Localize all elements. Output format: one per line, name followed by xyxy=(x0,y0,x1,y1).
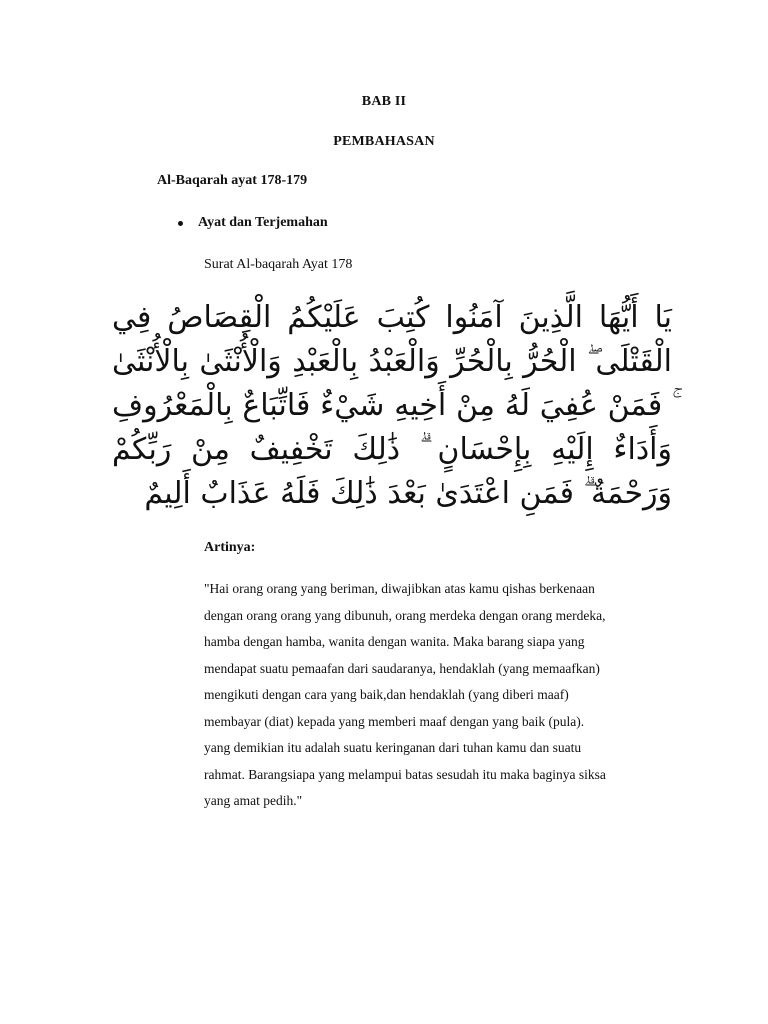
surah-label: Surat Al-baqarah Ayat 178 xyxy=(204,257,353,272)
translation-heading: Artinya: xyxy=(204,540,256,555)
bullet-item xyxy=(178,215,328,231)
subheading: Al-Baqarah ayat 178-179 xyxy=(157,173,308,188)
translation-text: "Hai orang orang yang beriman, diwajibkan atas kamu qishas berkenaan dengan orang orang yang dibunuh, orang merdeka dengan orang merdeka, hamba dengan hamba, wanita dengan wanita. Maka barang siapa yang mendapat suatu pemaafan dari saudaranya, hendaklah (yang memaafkan) mengikuti dengan cara yang baik,dan hendaklah (yang diberi maaf) membayar (diat) kepada yang memberi maaf dengan yang baik (pula). yang demikian itu adalah suatu keringanan dari tuhan kamu dan suatu rahmat. Barangsiapa yang melampui batas sesudah itu maka baginya siksa yang amat pedih." xyxy=(204,581,606,808)
bullet-label: Ayat dan Terjemahan xyxy=(198,215,328,230)
arabic-verse: يَا أَيُّهَا الَّذِينَ آمَنُوا كُتِبَ عَلَيْكُمُ الْقِصَاصُ فِي الْقَتْلَى ۖ الْحُرُّ بِالْحُرِّ وَالْعَبْدُ بِالْعَبْدِ وَالْأُنْثَىٰ بِالْأُنْثَىٰ ۚ فَمَنْ عُفِيَ لَهُ مِنْ أَخِيهِ شَيْءٌ فَاتِّبَاعٌ بِالْمَعْرُوفِ وَأَدَاءٌ إِلَيْهِ بِإِحْسَانٍ ۗ ذَٰلِكَ تَخْفِيفٌ مِنْ رَبِّكُمْ وَرَحْمَةٌ ۗ فَمَنِ اعْتَدَىٰ بَعْدَ ذَٰلِكَ فَلَهُ عَذَابٌ أَلِيمٌ xyxy=(112,300,672,511)
bullet-icon xyxy=(178,221,183,226)
chapter-title: BAB II xyxy=(361,94,407,109)
section-title: PEMBAHASAN xyxy=(333,134,435,149)
